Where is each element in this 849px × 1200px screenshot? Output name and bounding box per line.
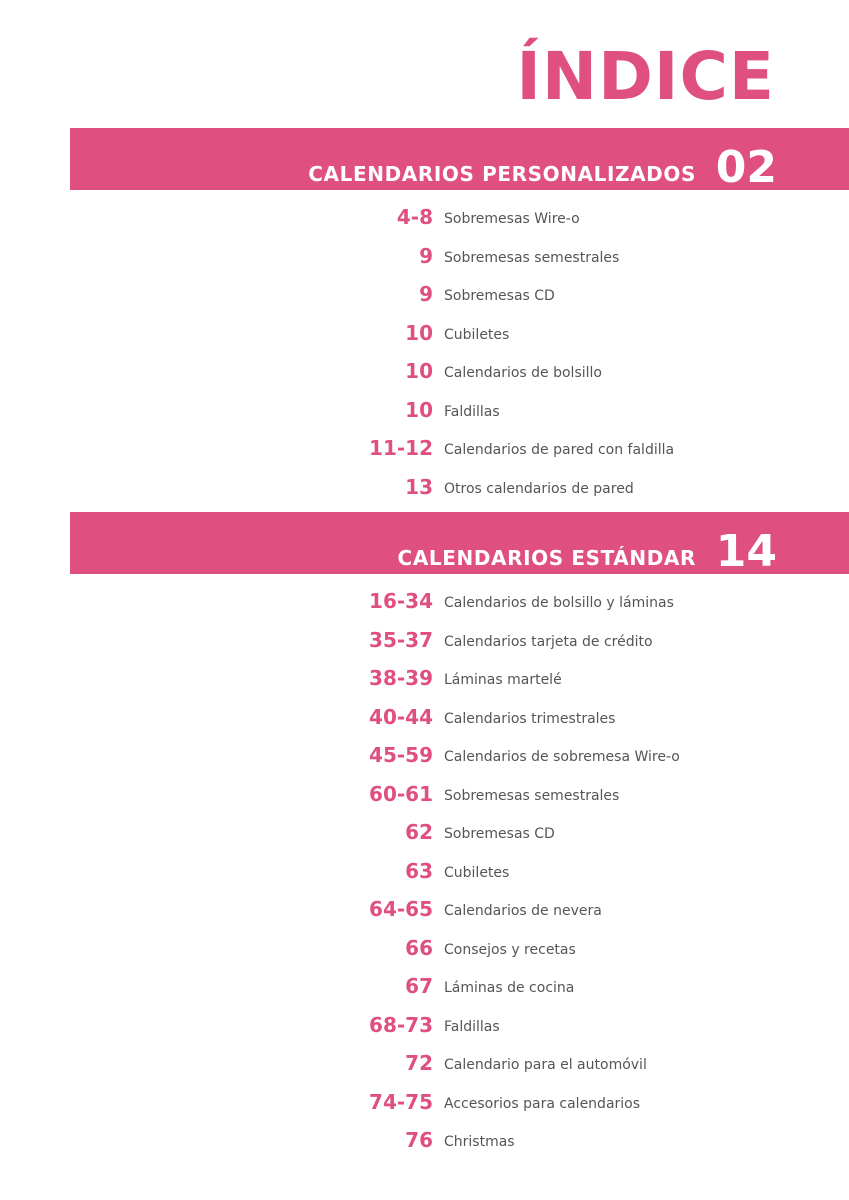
entry-pages: 38-39	[369, 666, 433, 691]
entry-label: Calendarios trimestrales	[444, 710, 616, 727]
index-entry[interactable]	[0, 237, 849, 276]
entry-label: Consejos y recetas	[444, 941, 576, 958]
section-header-personalizados	[70, 128, 849, 193]
index-entry[interactable]	[0, 429, 849, 468]
section-title: CALENDARIOS ESTÁNDAR	[397, 546, 696, 570]
index-entry[interactable]	[0, 1121, 849, 1160]
entry-label: Cubiletes	[444, 326, 510, 343]
index-entry[interactable]	[0, 1044, 849, 1083]
index-entry[interactable]	[0, 352, 849, 391]
index-entry[interactable]	[0, 621, 849, 660]
section-header-estandar	[70, 512, 849, 577]
entry-label: Sobremesas CD	[444, 826, 555, 843]
entry-pages: 62	[405, 820, 433, 845]
index-entry[interactable]	[0, 314, 849, 353]
entry-pages: 4-8	[396, 205, 433, 230]
entry-pages: 74-75	[369, 1089, 433, 1114]
index-entry[interactable]	[0, 1083, 849, 1122]
section-title: CALENDARIOS PERSONALIZADOS	[308, 162, 696, 186]
entry-label: Calendarios de nevera	[444, 903, 602, 920]
index-entry[interactable]	[0, 775, 849, 814]
entry-label: Calendarios de bolsillo y láminas	[444, 595, 674, 612]
entry-pages: 10	[405, 397, 433, 422]
entry-label: Otros calendarios de pared	[444, 480, 634, 497]
entry-label: Sobremesas Wire-o	[444, 211, 580, 228]
section-entries-personalizados	[0, 198, 849, 506]
entry-pages: 9	[419, 282, 433, 307]
entry-label: Láminas de cocina	[444, 980, 575, 997]
entry-pages: 10	[405, 320, 433, 345]
entry-label: Faldillas	[444, 403, 500, 420]
index-entry[interactable]	[0, 468, 849, 507]
index-entry[interactable]	[0, 659, 849, 698]
section-page-number: 02	[715, 142, 777, 193]
entry-pages: 68-73	[369, 1012, 433, 1037]
entry-label: Sobremesas CD	[444, 288, 555, 305]
entry-pages: 60-61	[369, 781, 433, 806]
index-entry[interactable]	[0, 198, 849, 237]
index-entry[interactable]	[0, 736, 849, 775]
entry-pages: 35-37	[369, 627, 433, 652]
entry-pages: 66	[405, 935, 433, 960]
index-entry[interactable]	[0, 698, 849, 737]
index-entry[interactable]	[0, 391, 849, 430]
entry-label: Sobremesas semestrales	[444, 249, 620, 266]
entry-pages: 11-12	[369, 436, 433, 461]
index-entry[interactable]	[0, 275, 849, 314]
entry-pages: 13	[405, 474, 433, 499]
index-entry[interactable]	[0, 1006, 849, 1045]
entry-label: Faldillas	[444, 1018, 500, 1035]
entry-label: Calendarios de sobremesa Wire-o	[444, 749, 680, 766]
index-entry[interactable]	[0, 813, 849, 852]
entry-label: Sobremesas semestrales	[444, 787, 620, 804]
entry-pages: 63	[405, 858, 433, 883]
entry-pages: 16-34	[369, 589, 433, 614]
entry-pages: 10	[405, 359, 433, 384]
entry-pages: 72	[405, 1051, 433, 1076]
entry-label: Calendario para el automóvil	[444, 1057, 647, 1074]
entry-label: Accesorios para calendarios	[444, 1095, 641, 1112]
section-entries-estandar	[0, 582, 849, 1160]
index-entry[interactable]	[0, 929, 849, 968]
entry-pages: 9	[419, 243, 433, 268]
entry-label: Christmas	[444, 1134, 515, 1151]
entry-label: Calendarios de pared con faldilla	[444, 442, 675, 459]
entry-label: Calendarios tarjeta de crédito	[444, 633, 653, 650]
page-title: ÍNDICE	[516, 38, 775, 115]
index-entry[interactable]	[0, 890, 849, 929]
section-page-number: 14	[715, 526, 777, 577]
entry-label: Láminas martelé	[444, 672, 562, 689]
index-entry[interactable]	[0, 852, 849, 891]
entry-pages: 67	[405, 974, 433, 999]
entry-pages: 76	[405, 1128, 433, 1153]
index-entry[interactable]	[0, 582, 849, 621]
index-entry[interactable]	[0, 967, 849, 1006]
entry-pages: 64-65	[369, 897, 433, 922]
entry-pages: 40-44	[369, 704, 433, 729]
entry-label: Cubiletes	[444, 864, 510, 881]
entry-pages: 45-59	[369, 743, 433, 768]
entry-label: Calendarios de bolsillo	[444, 365, 602, 382]
